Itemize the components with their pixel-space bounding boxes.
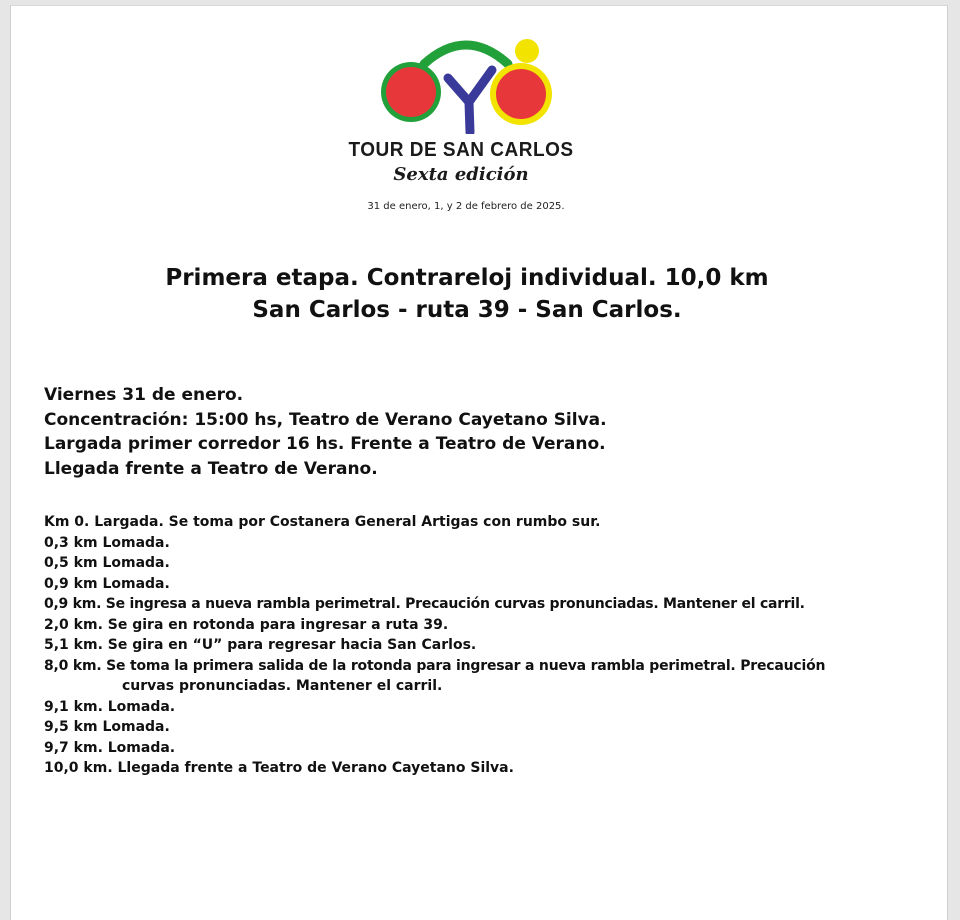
route-item: 2,0 km. Se gira en rotonda para ingresar a ruta 39. <box>44 616 449 633</box>
route-list <box>44 512 924 779</box>
stage-title <box>11 262 923 326</box>
logo-subtitle: Sexta edición <box>393 164 529 185</box>
event-dates: 31 de enero, 1, y 2 de febrero de 2025. <box>367 201 565 212</box>
route-item: 8,0 km. Se toma la primera salida de la rotonda para ingresar a nueva rambla perimetral. Precaución <box>44 657 826 674</box>
stage-title-line-2: San Carlos - ruta 39 - San Carlos. <box>252 297 682 323</box>
info-line: Largada primer corredor 16 hs. Frente a Teatro de Verano. <box>44 434 606 454</box>
info-line: Concentración: 15:00 hs, Teatro de Verano Cayetano Silva. <box>44 409 607 430</box>
route-item: 9,1 km. Lomada. <box>44 698 176 715</box>
logo-title: TOUR DE SAN CARLOS <box>348 139 574 162</box>
route-item: Km 0. Largada. Se toma por Costanera General Artigas con rumbo sur. <box>44 514 601 530</box>
route-item: 0,5 km Lomada. <box>44 555 170 571</box>
route-item: 10,0 km. Llegada frente a Teatro de Verano Cayetano Silva. <box>44 760 514 776</box>
info-line: Viernes 31 de enero. <box>44 385 244 405</box>
route-item: 0,9 km Lomada. <box>44 575 170 592</box>
route-item: 0,9 km. Se ingresa a nueva rambla perimetral. Precaución curvas pronunciadas. Mantener el carril. <box>44 596 805 612</box>
document-page <box>10 5 948 920</box>
route-item: 0,3 km Lomada. <box>44 534 170 551</box>
stage-title-line-1: Primera etapa. Contrareloj individual. 10,0 km <box>165 265 769 291</box>
stage-info <box>44 383 924 481</box>
info-line: Llegada frente a Teatro de Verano. <box>44 458 378 479</box>
route-item-continuation: curvas pronunciadas. Mantener el carril. <box>122 678 443 694</box>
route-item: 9,7 km. Lomada. <box>44 739 176 756</box>
route-item: 5,1 km. Se gira en “U” para regresar hacia San Carlos. <box>44 637 477 653</box>
tour-logo-icon <box>366 34 566 134</box>
route-item: 9,5 km Lomada. <box>44 719 170 735</box>
